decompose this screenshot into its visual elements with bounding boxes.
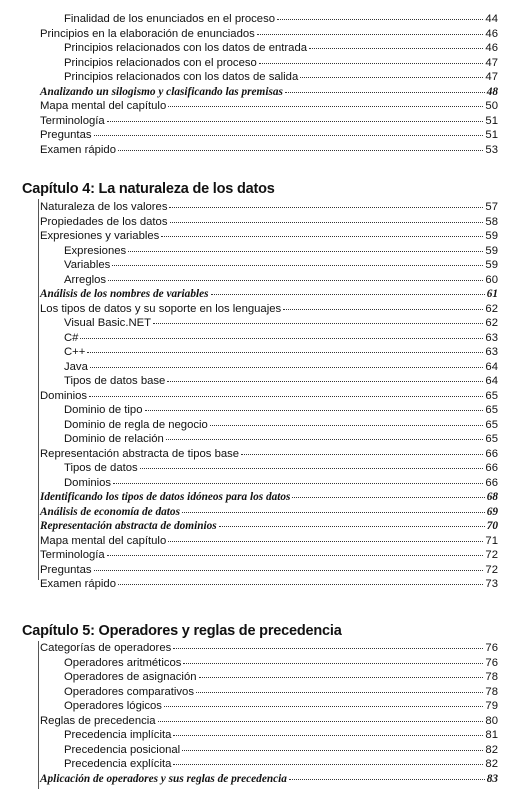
toc-entry-page: 65 <box>485 418 498 431</box>
toc-entry-label: Visual Basic.NET <box>64 317 152 329</box>
toc-entry-page: 79 <box>485 700 498 712</box>
dot-leader <box>158 711 484 722</box>
toc-entry-page: 65 <box>485 433 498 445</box>
toc-entry-page: 63 <box>485 331 498 344</box>
toc-entry-label: Terminología <box>40 114 105 127</box>
toc-entry-label: Expresiones <box>64 244 127 257</box>
toc-entry-label: Preguntas <box>40 129 92 141</box>
toc-entry[interactable] <box>40 576 498 591</box>
toc-entry-page: 78 <box>485 671 498 683</box>
toc-entry-page: 47 <box>485 71 498 83</box>
toc-entry-label: Operadores lógicos <box>64 700 162 712</box>
toc-entry-page: 76 <box>485 656 498 669</box>
toc-entry-label: Dominios <box>64 476 112 489</box>
toc-entry-page: 66 <box>485 447 498 460</box>
dot-leader <box>153 313 483 324</box>
toc-entry-page: 83 <box>486 772 498 785</box>
dot-leader <box>145 400 484 411</box>
dot-leader <box>140 458 484 469</box>
toc-entry-label: Variables <box>64 259 111 271</box>
toc-entry-page: 61 <box>486 288 498 300</box>
dot-leader <box>94 125 484 136</box>
dot-leader <box>292 487 484 498</box>
dot-leader <box>170 212 484 223</box>
toc-entry-page: 48 <box>486 85 498 98</box>
dot-leader <box>168 96 483 107</box>
toc-entry-label: Terminología <box>40 549 105 561</box>
toc-entry-page: 81 <box>485 729 498 741</box>
dot-leader <box>87 342 483 353</box>
toc-chapter5 <box>40 640 498 785</box>
chapter4-rule <box>38 199 39 580</box>
chapter5-title: Capítulo 5: Operadores y reglas de precedencia <box>22 623 342 639</box>
toc-entry-label: Naturaleza de los valores <box>40 201 168 213</box>
toc-entry-label: Dominio de tipo <box>64 404 143 416</box>
dot-leader <box>80 328 483 339</box>
toc-entry-label: Tipos de datos base <box>64 375 166 387</box>
dot-leader <box>112 255 483 266</box>
toc-entry-label: Arreglos <box>64 273 107 286</box>
dot-leader <box>182 740 483 751</box>
toc-entry-label: Análisis de los nombres de variables <box>40 288 209 300</box>
toc-chapter3-continued <box>40 11 498 156</box>
chapter5-rule <box>38 641 39 789</box>
dot-leader <box>169 197 483 208</box>
dot-leader <box>210 415 484 426</box>
toc-entry-label: Identificando los tipos de datos idóneos para los datos <box>40 491 291 503</box>
toc-entry-label: Representación abstracta de dominios <box>40 520 217 532</box>
toc-entry-page: 53 <box>485 143 498 156</box>
toc-entry-page: 46 <box>485 42 498 54</box>
toc-entry-page: 46 <box>485 27 498 40</box>
dot-leader <box>241 444 483 455</box>
toc-entry-page: 64 <box>485 375 498 387</box>
chapter4-title: Capítulo 4: La naturaleza de los datos <box>22 181 275 197</box>
dot-leader <box>166 429 484 440</box>
toc-entry-page: 59 <box>485 259 498 271</box>
dot-leader <box>164 696 483 707</box>
dot-leader <box>173 638 483 649</box>
toc-entry-page: 73 <box>485 578 498 590</box>
toc-entry-page: 59 <box>485 230 498 242</box>
toc-entry-page: 65 <box>485 389 498 402</box>
toc-entry-label: Representación abstracta de tipos base <box>40 447 240 460</box>
toc-entry-label: Examen rápido <box>40 578 116 590</box>
toc-entry-page: 82 <box>485 743 498 756</box>
toc-entry-page: 58 <box>485 215 498 228</box>
toc-entry-label: Analizando un silogismo y clasificando las premisas <box>40 85 283 98</box>
toc-entry-page: 76 <box>485 642 498 654</box>
toc-chapter4 <box>40 199 498 591</box>
dot-leader <box>128 241 483 252</box>
toc-entry-label: Finalidad de los enunciados en el proceso <box>64 13 276 25</box>
toc-entry-page: 62 <box>485 317 498 329</box>
toc-entry-label: Expresiones y variables <box>40 230 160 242</box>
toc-entry-page: 82 <box>485 758 498 770</box>
dot-leader <box>173 725 483 736</box>
toc-entry-page: 51 <box>485 114 498 127</box>
toc-entry-label: Principios en la elaboración de enunciados <box>40 27 255 40</box>
toc-entry-page: 78 <box>485 685 498 698</box>
toc-entry-page: 65 <box>485 404 498 416</box>
dot-leader <box>289 769 485 780</box>
toc-entry-page: 70 <box>486 520 498 532</box>
toc-entry-label: Dominio de relación <box>64 433 164 445</box>
toc-entry-label: Java <box>64 360 88 373</box>
toc-entry-label: Aplicación de operadores y sus reglas de precedencia <box>40 772 287 785</box>
dot-leader <box>219 516 485 527</box>
dot-leader <box>211 284 485 295</box>
dot-leader <box>173 754 483 765</box>
toc-entry-page: 60 <box>485 273 498 286</box>
toc-entry-label: Reglas de precedencia <box>40 714 156 727</box>
toc-entry-page: 72 <box>485 563 498 576</box>
toc-entry-page: 72 <box>485 549 498 561</box>
toc-entry-page: 80 <box>485 714 498 727</box>
toc-entry-page: 44 <box>485 13 498 25</box>
toc-entry-label: Operadores comparativos <box>64 685 194 698</box>
dot-leader <box>196 682 483 693</box>
toc-entry-label: Tipos de datos <box>64 462 138 474</box>
dot-leader <box>182 502 485 513</box>
toc-entry-page: 51 <box>485 129 498 141</box>
dot-leader <box>161 226 483 237</box>
dot-leader <box>199 667 484 678</box>
toc-entry-page: 64 <box>485 360 498 373</box>
dot-leader <box>90 357 484 368</box>
dot-leader <box>285 82 485 93</box>
toc-entry-label: Principios relacionados con los datos de salida <box>64 71 299 83</box>
dot-leader <box>167 371 483 382</box>
dot-leader <box>300 67 483 78</box>
toc-entry-page: 71 <box>485 534 498 547</box>
toc-entry-page: 62 <box>485 302 498 315</box>
toc-entry-label: Principios relacionados con los datos de entrada <box>64 42 308 54</box>
toc-entry-label: Mapa mental del capítulo <box>40 100 167 112</box>
toc-entry-page: 59 <box>485 244 498 257</box>
toc-entry-label: Principios relacionados con el proceso <box>64 56 257 69</box>
toc-entry-label: Propiedades de los datos <box>40 215 168 228</box>
dot-leader <box>107 111 484 122</box>
dot-leader <box>283 299 483 310</box>
dot-leader <box>277 9 483 20</box>
toc-entry-label: C++ <box>64 346 86 358</box>
dot-leader <box>94 560 484 571</box>
toc-entry[interactable] <box>40 142 498 157</box>
dot-leader <box>113 473 483 484</box>
toc-entry-label: Los tipos de datos y su soporte en los lenguajes <box>40 302 282 315</box>
dot-leader <box>309 38 483 49</box>
dot-leader <box>183 653 483 664</box>
toc-entry-label: Dominios <box>40 389 88 402</box>
toc-entry-label: Mapa mental del capítulo <box>40 534 167 547</box>
toc-entry-page: 69 <box>486 505 498 518</box>
toc-entry-page: 68 <box>486 491 498 503</box>
dot-leader <box>257 24 484 35</box>
toc-entry[interactable] <box>40 771 498 786</box>
toc-entry-label: Precedencia posicional <box>64 743 181 756</box>
toc-entry-page: 66 <box>485 476 498 489</box>
toc-entry-page: 47 <box>485 56 498 69</box>
toc-entry-label: Operadores de asignación <box>64 671 197 683</box>
toc-entry-page: 50 <box>485 100 498 112</box>
toc-entry-label: Categorías de operadores <box>40 642 172 654</box>
toc-entry-page: 66 <box>485 462 498 474</box>
dot-leader <box>89 386 483 397</box>
toc-entry-label: Precedencia explícita <box>64 758 172 770</box>
dot-leader <box>118 574 483 585</box>
toc-entry-label: Precedencia implícita <box>64 729 172 741</box>
toc-entry-label: Preguntas <box>40 563 92 576</box>
toc-entry-page: 63 <box>485 346 498 358</box>
toc-entry-page: 57 <box>485 201 498 213</box>
toc-entry-label: Análisis de economía de datos <box>40 505 180 518</box>
dot-leader <box>118 140 483 151</box>
dot-leader <box>168 531 483 542</box>
toc-entry-label: C# <box>64 331 79 344</box>
dot-leader <box>107 545 484 556</box>
toc-entry-label: Examen rápido <box>40 143 116 156</box>
toc-entry-label: Dominio de regla de negocio <box>64 418 208 431</box>
dot-leader <box>259 53 484 64</box>
dot-leader <box>108 270 483 281</box>
toc-entry-label: Operadores aritméticos <box>64 656 182 669</box>
